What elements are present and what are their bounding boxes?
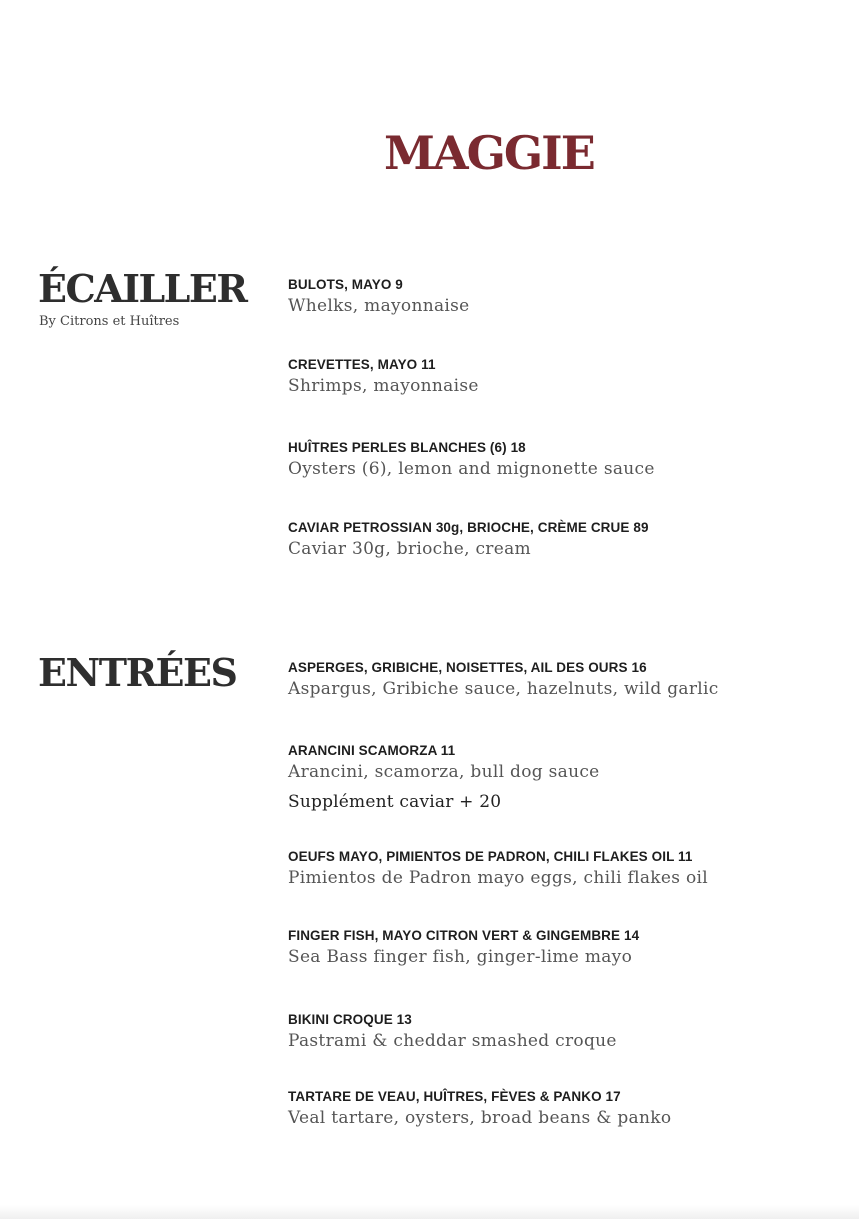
menu-item	[288, 1088, 848, 1130]
menu-item-name: TARTARE DE VEAU, HUÎTRES, FÈVES & PANKO 17	[288, 1089, 621, 1104]
menu-item-description: Sea Bass finger fish, ginger-lime mayo	[288, 947, 633, 967]
menu-item	[288, 439, 848, 481]
menu-item-name: CAVIAR PETROSSIAN 30g, BRIOCHE, CRÈME CRUE 89	[288, 520, 649, 535]
menu-item-name: CREVETTES, MAYO 11	[288, 357, 436, 372]
menu-item-supplement: Supplément caviar + 20	[288, 792, 502, 812]
menu-item-description: Caviar 30g, brioche, cream	[288, 539, 531, 559]
menu-item-name: BULOTS, MAYO 9	[288, 277, 403, 292]
menu-item-description: Veal tartare, oysters, broad beans & panko	[288, 1108, 672, 1128]
menu-item	[288, 519, 848, 561]
page-bottom-edge	[0, 1205, 859, 1219]
menu-item-name: OEUFS MAYO, PIMIENTOS DE PADRON, CHILI FLAKES OIL 11	[288, 849, 693, 864]
section-subtitle-ecailler: By Citrons et Huîtres	[39, 314, 180, 329]
restaurant-name: MAGGIE	[384, 126, 594, 180]
menu-item-name: HUÎTRES PERLES BLANCHES (6) 18	[288, 440, 526, 455]
menu-item-name: ASPERGES, GRIBICHE, NOISETTES, AIL DES OURS 16	[288, 660, 647, 675]
menu-item-description: Arancini, scamorza, bull dog sauce	[288, 762, 600, 782]
menu-item-description: Oysters (6), lemon and mignonette sauce	[288, 459, 655, 479]
menu-item-name: BIKINI CROQUE 13	[288, 1012, 412, 1027]
menu-item	[288, 848, 848, 890]
menu-item-description: Aspargus, Gribiche sauce, hazelnuts, wild garlic	[288, 679, 719, 699]
section-title-ecailler: ÉCAILLER	[38, 266, 247, 311]
menu-item-name: FINGER FISH, MAYO CITRON VERT & GINGEMBRE 14	[288, 928, 640, 943]
menu-item	[288, 659, 848, 701]
menu-item	[288, 1011, 848, 1053]
menu-item	[288, 927, 848, 969]
menu-item-name: ARANCINI SCAMORZA 11	[288, 743, 456, 758]
menu-item-description: Whelks, mayonnaise	[288, 296, 470, 316]
section-title-entrees: ENTRÉES	[38, 650, 237, 695]
menu-item-description: Shrimps, mayonnaise	[288, 376, 479, 396]
menu-item-description: Pimientos de Padron mayo eggs, chili flakes oil	[288, 868, 708, 888]
menu-item-description: Pastrami & cheddar smashed croque	[288, 1031, 617, 1051]
menu-item	[288, 742, 848, 814]
menu-item	[288, 276, 848, 318]
menu-item	[288, 356, 848, 398]
